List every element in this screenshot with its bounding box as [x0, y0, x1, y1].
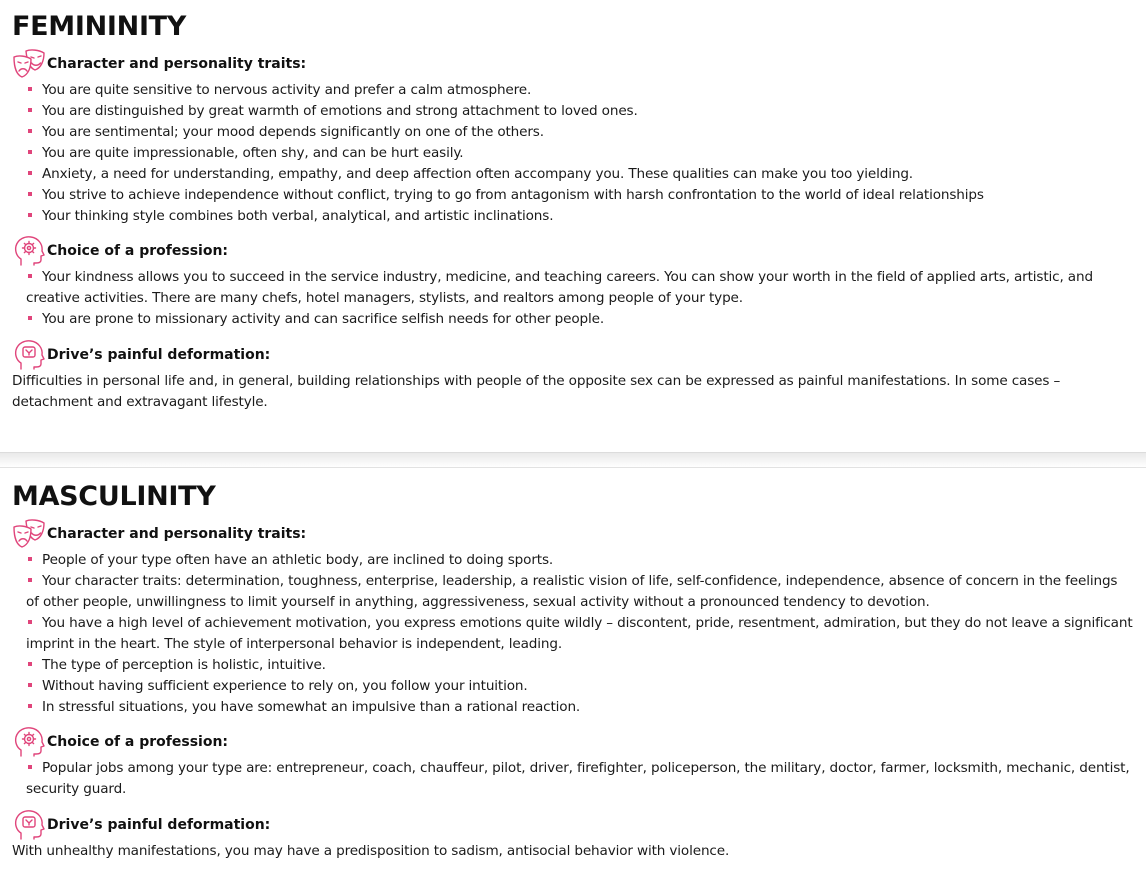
femininity-deformation-label: Drive’s painful deformation:: [47, 347, 271, 363]
masculinity-title: MASCULINITY: [12, 481, 216, 512]
list-item: [26, 164, 1134, 185]
femininity-deformation-heading: [12, 339, 1134, 371]
list-item-text: You are distinguished by great warmth of emotions and strong attachment to loved ones.: [42, 103, 638, 119]
section-divider: [0, 452, 1146, 468]
masculinity-profession-list: [12, 758, 1134, 800]
list-item: [26, 267, 1134, 309]
list-item-text: Your kindness allows you to succeed in the service industry, medicine, and teaching careers. You can show your worth in the field of applied arts, artistic, and creative activities. There are many chefs, hotel managers, stylists, and realtors among people of your type.: [26, 269, 1093, 306]
masculinity-traits-heading: [12, 518, 1134, 550]
list-item: [26, 185, 1134, 206]
list-item: [26, 613, 1134, 655]
list-item: [26, 655, 1134, 676]
list-item-text: Popular jobs among your type are: entrepreneur, coach, chauffeur, pilot, driver, firefighter, policeperson, the military, doctor, farmer, locksmith, mechanic, dentist, security guard.: [26, 760, 1130, 797]
theater-masks-icon: [12, 518, 46, 550]
bullet-marker: [28, 557, 32, 561]
head-mind-icon: [12, 809, 46, 841]
list-item: [26, 206, 1134, 227]
list-item: [26, 550, 1134, 571]
head-mind-icon: [12, 339, 46, 371]
theater-masks-icon: [12, 48, 46, 80]
list-item-text: Your thinking style combines both verbal, analytical, and artistic inclinations.: [42, 208, 554, 224]
bullet-marker: [28, 108, 32, 112]
masculinity-section: [0, 468, 1146, 862]
femininity-profession-heading: [12, 235, 1134, 267]
list-item: [26, 571, 1134, 613]
masculinity-traits-label: Character and personality traits:: [47, 526, 307, 542]
femininity-traits-label: Character and personality traits:: [47, 56, 307, 72]
bullet-marker: [28, 765, 32, 769]
femininity-deformation-text: Difficulties in personal life and, in general, building relationships with people of the opposite sex can be expressed as painful manifestations. In some cases – detachment and extravagant lifestyle.: [12, 373, 1061, 410]
list-item-text: Anxiety, a need for understanding, empathy, and deep affection often accompany you. These qualities can make you too yielding.: [42, 166, 913, 182]
list-item-text: You strive to achieve independence without conflict, trying to go from antagonism with harsh confrontation to the world of ideal relationships: [42, 187, 984, 203]
list-item: [26, 80, 1134, 101]
bullet-marker: [28, 129, 32, 133]
masculinity-traits-list: [12, 550, 1134, 718]
femininity-title: FEMININITY: [12, 11, 187, 42]
masculinity-deformation-heading: [12, 809, 1134, 841]
list-item-text: Without having sufficient experience to rely on, you follow your intuition.: [42, 678, 528, 694]
bullet-marker: [28, 683, 32, 687]
list-item-text: People of your type often have an athletic body, are inclined to doing sports.: [42, 552, 554, 568]
bullet-marker: [28, 150, 32, 154]
masculinity-deformation-label: Drive’s painful deformation:: [47, 817, 271, 833]
list-item-text: You are sentimental; your mood depends significantly on one of the others.: [42, 124, 544, 140]
masculinity-profession-heading: [12, 726, 1134, 758]
femininity-profession-list: [12, 267, 1134, 330]
list-item: [26, 122, 1134, 143]
list-item: [26, 143, 1134, 164]
bullet-marker: [28, 578, 32, 582]
bullet-marker: [28, 704, 32, 708]
head-gear-icon: [12, 726, 46, 758]
list-item-text: You are quite impressionable, often shy, and can be hurt easily.: [42, 145, 464, 161]
bullet-marker: [28, 87, 32, 91]
masculinity-deformation-text: With unhealthy manifestations, you may have a predisposition to sadism, antisocial behavior with violence.: [12, 843, 730, 859]
list-item-text: In stressful situations, you have somewhat an impulsive than a rational reaction.: [42, 699, 581, 715]
femininity-profession-label: Choice of a profession:: [47, 243, 229, 259]
bullet-marker: [28, 620, 32, 624]
list-item-text: You are prone to missionary activity and can sacrifice selfish needs for other people.: [42, 311, 604, 327]
list-item: [26, 101, 1134, 122]
femininity-traits-list: [12, 80, 1134, 227]
list-item-text: The type of perception is holistic, intuitive.: [42, 657, 326, 673]
bullet-marker: [28, 213, 32, 217]
list-item: [26, 697, 1134, 718]
list-item-text: Your character traits: determination, toughness, enterprise, leadership, a realistic vision of life, self-confidence, independence, absence of concern in the feelings of other people, unwillingness to limit yourself in anything, aggressiveness, sexual activity without a pronounced tendency to devotion.: [26, 573, 1118, 610]
list-item-text: You have a high level of achievement motivation, you express emotions quite wildly – discontent, pride, resentment, admiration, but they do not leave a significant imprint in the heart. The style of interpersonal behavior is independent, leading.: [26, 615, 1133, 652]
bullet-marker: [28, 192, 32, 196]
list-item: [26, 676, 1134, 697]
list-item-text: You are quite sensitive to nervous activity and prefer a calm atmosphere.: [42, 82, 532, 98]
bullet-marker: [28, 316, 32, 320]
bullet-marker: [28, 662, 32, 666]
list-item: [26, 309, 1134, 330]
bullet-marker: [28, 171, 32, 175]
list-item: [26, 758, 1134, 800]
head-gear-icon: [12, 235, 46, 267]
masculinity-profession-label: Choice of a profession:: [47, 734, 229, 750]
bullet-marker: [28, 274, 32, 278]
femininity-traits-heading: [12, 48, 1134, 80]
